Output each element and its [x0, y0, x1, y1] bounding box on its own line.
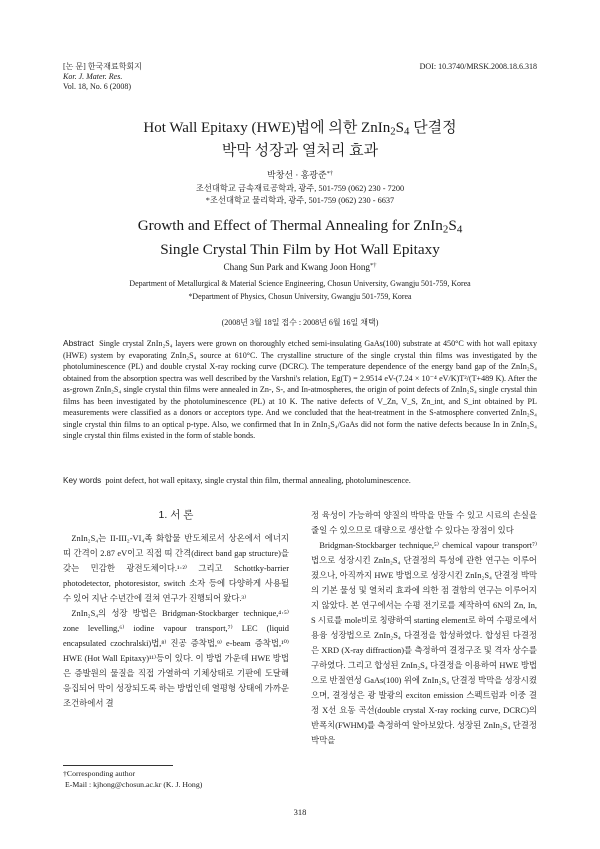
- title-ko: [0, 119, 600, 161]
- right-column: [311, 508, 537, 796]
- keywords: [63, 475, 537, 486]
- paragraph: ZnIn₂S₄는 II-III₂-VI₄족 화합물 반도체로서 상온에서 에너지 띠 간격이 2.87 eV이고 직접 띠 간격(direct band gap structure)을 갖는 민감한 광전도체이다.¹·²⁾ 그리고 Schottky-barrier photodetector, photoresistor, switch 소자 등에 다양하게 사용될 수 있어 지난 수년간에 걸쳐 연구가 진행되어 왔다.³⁾: [63, 534, 289, 603]
- journal-name-ko: [논 문] 한국재료학회지: [63, 62, 142, 71]
- affiliation-en: Department of Metallurgical & Material Science Engineering, Chosun University, Gwangju 501-759, Korea *Department of Physics, Chosun University, Gwangju 501-759, Korea: [129, 279, 471, 301]
- abstract-label: Abstract: [63, 338, 94, 348]
- title-en: [0, 216, 600, 259]
- received-date: (2008년 3월 18일 접수 : 2008년 6월 16일 채택): [221, 318, 379, 327]
- journal-info: [63, 62, 283, 92]
- footnote-rule: [63, 765, 173, 766]
- page-number: 318: [293, 807, 307, 817]
- authors-en: Chang Sun Park and Kwang Joon Hong*†: [223, 261, 377, 272]
- journal-name-en: Kor. J. Mater. Res.: [63, 72, 123, 81]
- section-title: 1. 서 론: [158, 509, 194, 521]
- title-ko-line1: Hot Wall Epitaxy (HWE)법에 의한 $ZnIn_2S_4$ 단결정: [143, 120, 457, 138]
- keywords-text: point defect, hot wall epitaxy, single crystal thin film, thermal annealing, photoluminescence.: [105, 476, 411, 485]
- abstract: [63, 338, 537, 442]
- left-column: [63, 531, 289, 753]
- paragraph: Bridgman-Stockbarger technique,⁵⁾ chemical vapour transport⁷⁾법으로 성장시킨 ZnIn₂S₄ 단결정의 특성에 관한 연구는 이루어졌으나, 아직까지 HWE 방법으로 성장시킨 ZnIn₂S₄ 단결정 박막의 기본 물성 및 열처리 효과에 의한 점 결함의 연구는 이루어지지 않았다. 본 연구에서는 수평 전기로를 제작하여 6N의 Zn, In, S 시료를 mole비로 칭량하여 starting element로 하여 수평로에서 용융 성장법으로 ZnIn₂S₄ 다결정을 합성하였다. 합성된 다결정은 XRD (X-ray diffraction)를 측정하여 결정구조 및 격자 상수를 구하였다. 그리고 합성된 ZnIn₂S₄ 다결정을 이용하여 HWE 방법으로 반절연성 GaAs(100) 위에 ZnIn₂S₄ 단결정 박막을 성장시켰으며, 결정성은 광 발광의 exciton emission 스펙트럼과 이중 결정 X선 요동 곡선(double crystal X-ray rocking curve, DCRC)의 반폭치(FWHM)를 측정하여 알아보았다. 성장된 ZnIn₂S₄ 단결정 박막을: [311, 541, 537, 745]
- doi: DOI: 10.3740/MRSK.2008.18.6.318: [419, 62, 537, 71]
- abstract-text: Single crystal ZnIn₂S₄ layers were grown on thoroughly etched semi-insulating GaAs(100) substrate at 450°C with hot wall epitaxy (HWE) system by evaporating ZnIn₂S₄ source at 610°C. The crystalline structure of the single crystal thin films was investigated by the photoluminescence (PL) and double crystal X-ray rocking curve (DCRC). The temperature dependence of the energy band gap of the ZnIn₂S₄ obtained from the absorption spectra was well described by the Varshni's relation, Eg(T) = 2.9514 eV-(7.24 × 10⁻⁴ eV/K)T²/(T+489 K). After the as-grown ZnIn₂S₄ single crystal thin films were annealed in Zn-, S-, and In-atmospheres, the origin of point defects of ZnIn₂S₄ single crystal thin films has been investigated by the photoluminescence (PL) at 10 K. The native defects of V_Zn, V_S, Zn_int, and S_int obtained by PL measurements were classified as a donors or acceptors type. And we concluded that the heat-treatment in the S-atmosphere converted ZnIn₂S₄ single crystal thin films to an optical p-type. Also, we confirmed that In in ZnIn₂S₄/GaAs did not form the native defects because In in ZnIn₂S₄ single crystal thin films existed in the form of stable bonds.: [63, 339, 537, 440]
- paragraph: ZnIn₂S₄의 성장 방법은 Bridgman-Stockbarger technique,⁴·⁵⁾ zone levelling,⁶⁾ iodine vapour transport,⁷⁾ LEC (liquid encapsulated czochralski)법,⁸⁾ 진공 증착법,⁹⁾ e-beam 증착법,¹⁰⁾ HWE (Hot Wall Epitaxy)¹¹⁾등이 있다. 이 방법 가운데 HWE 방법은 증발원의 물질을 직접 가열하여 기체상태로 기판에 도달해 응집되어 막이 성장되도록 하는 방법인데 열평형 상태에 가까운 조건하에서 결: [63, 609, 289, 708]
- corresponding-author: †Corresponding author: [63, 769, 136, 778]
- authors-ko: 박창선 · 홍광준*†: [267, 169, 333, 180]
- corresponding-email: E-Mail : kjhong@chosun.ac.kr (K. J. Hong): [65, 780, 203, 789]
- title-ko-line2: 박막 성장과 열처리 효과: [221, 142, 379, 159]
- title-en-line1: Growth and Effect of Thermal Annealing for $ZnIn_2S_4$: [137, 217, 463, 236]
- footnote: [63, 768, 289, 790]
- title-en-line2: Single Crystal Thin Film by Hot Wall Epitaxy: [160, 240, 440, 258]
- keywords-label: Key words: [63, 476, 102, 485]
- affiliation-ko: 조선대학교 금속재료공학과, 광주, 501-759 (062) 230 - 7200 *조선대학교 물리학과, 광주, 501-759 (062) 230 - 6637: [195, 184, 405, 205]
- journal-volume: Vol. 18, No. 6 (2008): [63, 82, 132, 91]
- paragraph: 정 육성이 가능하여 양질의 박막을 만들 수 있고 시료의 손실을 줄일 수 있으므로 대량으로 생산할 수 있다는 장점이 있다: [311, 511, 537, 535]
